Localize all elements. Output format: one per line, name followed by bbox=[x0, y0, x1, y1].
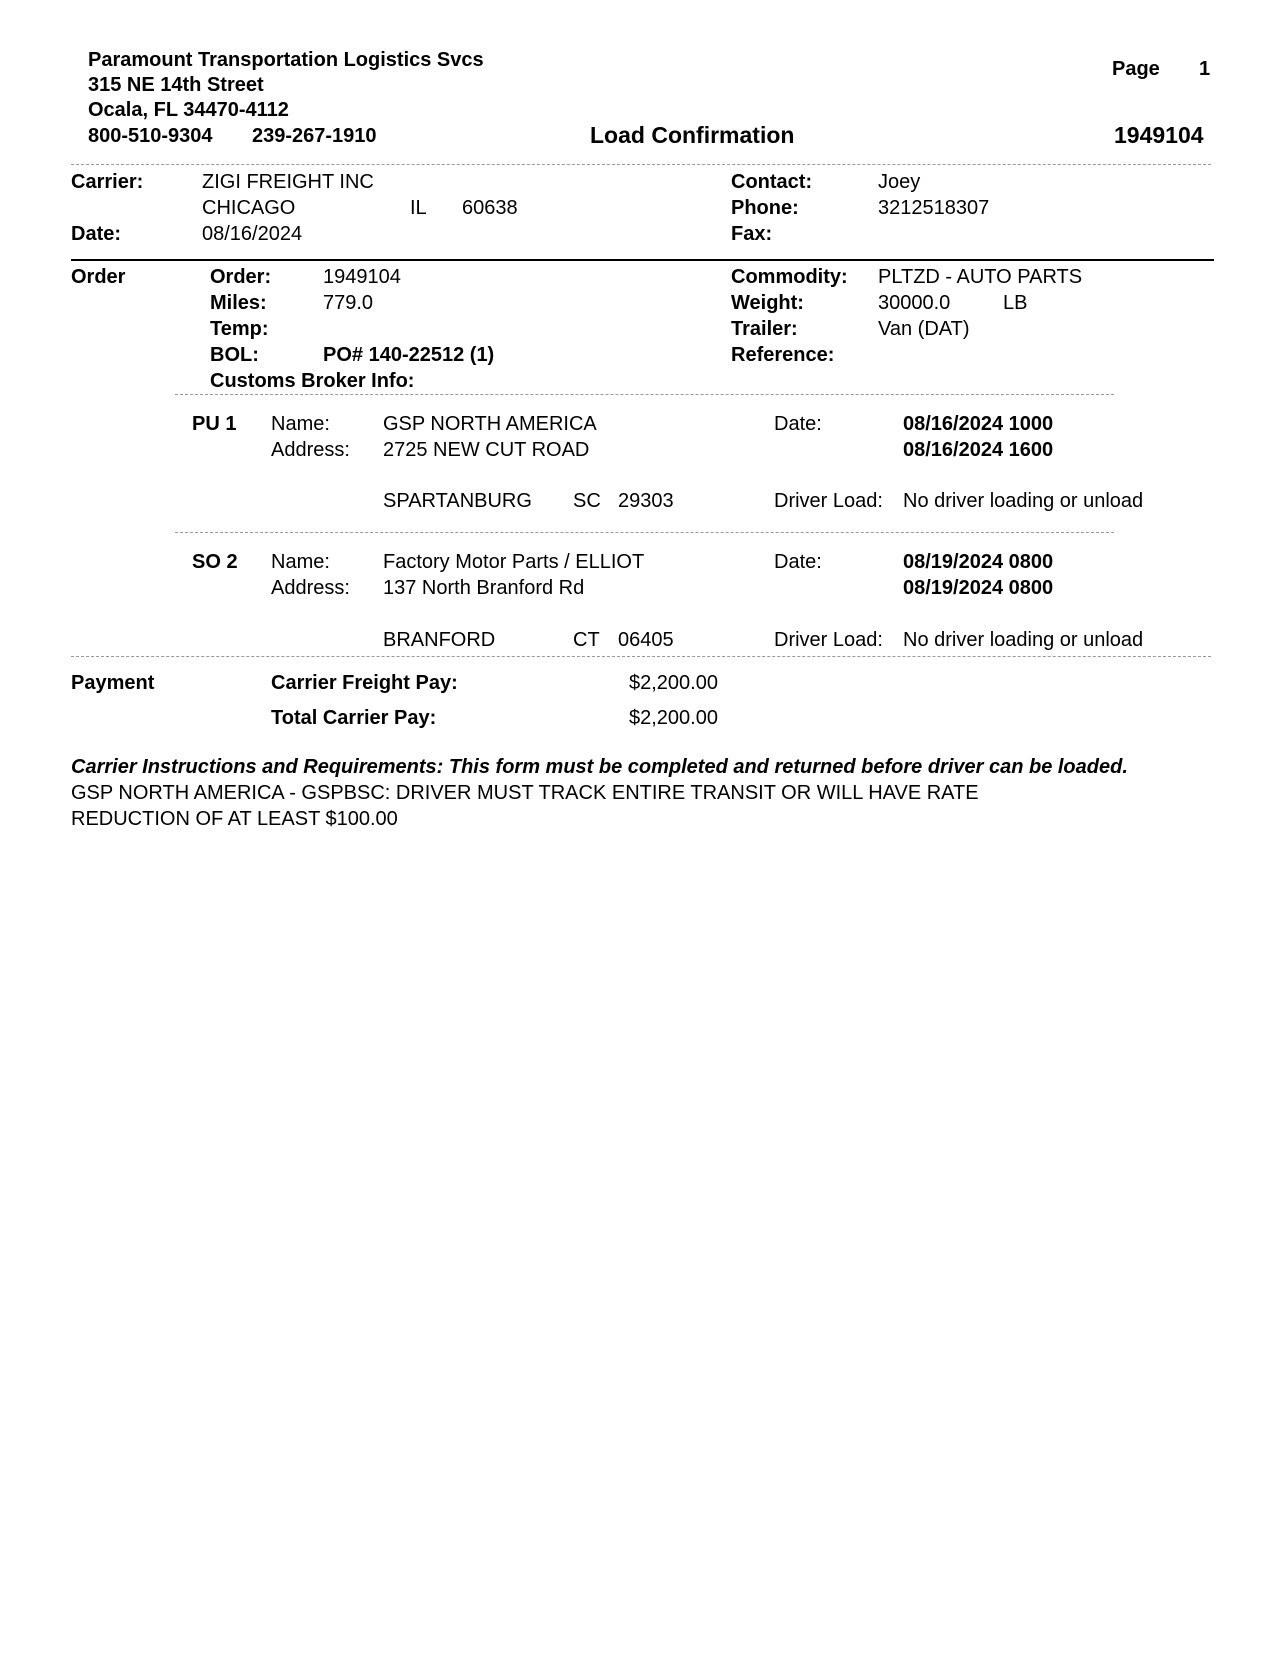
header-divider bbox=[71, 164, 1211, 165]
stop-divider bbox=[175, 532, 1114, 533]
carrier-zip: 60638 bbox=[462, 197, 518, 219]
order-number-label: Order: bbox=[210, 266, 272, 288]
stop-driver-load-label: Driver Load: bbox=[774, 629, 883, 651]
stop-code: SO 2 bbox=[192, 551, 238, 573]
stop-date-to: 08/19/2024 0800 bbox=[903, 577, 1054, 599]
stops-divider bbox=[71, 656, 1211, 657]
commodity-label: Commodity: bbox=[731, 266, 848, 288]
temp-label: Temp: bbox=[210, 318, 269, 340]
customs-broker-label: Customs Broker Info: bbox=[210, 370, 415, 392]
stop-address: 2725 NEW CUT ROAD bbox=[383, 439, 590, 461]
stop-date-label: Date: bbox=[774, 551, 822, 573]
payment-section-label: Payment bbox=[71, 672, 155, 694]
fax-label: Fax: bbox=[731, 223, 773, 245]
contact-value: Joey bbox=[878, 171, 921, 193]
stop-address: 137 North Branford Rd bbox=[383, 577, 585, 599]
company-name: Paramount Transportation Logistics Svcs bbox=[88, 49, 484, 71]
commodity-value: PLTZD - AUTO PARTS bbox=[878, 266, 1083, 288]
carrier-date: 08/16/2024 bbox=[202, 223, 303, 245]
load-number: 1949104 bbox=[1114, 122, 1204, 148]
trailer-label: Trailer: bbox=[731, 318, 798, 340]
stop-name: Factory Motor Parts / ELLIOT bbox=[383, 551, 645, 573]
stop-state: CT bbox=[573, 629, 600, 651]
stop-name-label: Name: bbox=[271, 413, 330, 435]
company-phone-2: 239-267-1910 bbox=[252, 125, 377, 147]
stop-address-label: Address: bbox=[271, 439, 350, 461]
weight-value: 30000.0 bbox=[878, 292, 951, 314]
order-divider bbox=[175, 394, 1114, 395]
contact-label: Contact: bbox=[731, 171, 813, 193]
stop-name-label: Name: bbox=[271, 551, 330, 573]
stop-driver-load: No driver loading or unload bbox=[903, 629, 1144, 651]
stop-date-from: 08/16/2024 1000 bbox=[903, 413, 1054, 435]
carrier-date-label: Date: bbox=[71, 223, 122, 245]
stop-zip: 29303 bbox=[618, 490, 674, 512]
stop-code: PU 1 bbox=[192, 413, 237, 435]
phone-label: Phone: bbox=[731, 197, 799, 219]
stop-zip: 06405 bbox=[618, 629, 674, 651]
reference-label: Reference: bbox=[731, 344, 835, 366]
carrier-label: Carrier: bbox=[71, 171, 144, 193]
stop-city: BRANFORD bbox=[383, 629, 496, 651]
freight-pay-value: $2,200.00 bbox=[629, 672, 718, 694]
bol-label: BOL: bbox=[210, 344, 259, 366]
company-phone-1: 800-510-9304 bbox=[88, 125, 213, 147]
stop-state: SC bbox=[573, 490, 601, 512]
trailer-value: Van (DAT) bbox=[878, 318, 970, 340]
miles-value: 779.0 bbox=[323, 292, 374, 314]
miles-label: Miles: bbox=[210, 292, 267, 314]
company-street: 315 NE 14th Street bbox=[88, 74, 264, 96]
page-label: Page bbox=[1112, 58, 1160, 80]
carrier-name: ZIGI FREIGHT INC bbox=[202, 171, 374, 193]
document-title: Load Confirmation bbox=[590, 122, 795, 148]
total-pay-value: $2,200.00 bbox=[629, 707, 718, 729]
total-pay-label: Total Carrier Pay: bbox=[271, 707, 437, 729]
carrier-state: IL bbox=[410, 197, 427, 219]
stop-date-to: 08/16/2024 1600 bbox=[903, 439, 1054, 461]
stop-name: GSP NORTH AMERICA bbox=[383, 413, 597, 435]
instructions-heading: Carrier Instructions and Requirements: This form must be completed and returned before driver can be loaded. bbox=[71, 756, 1128, 778]
order-number: 1949104 bbox=[323, 266, 401, 288]
carrier-city: CHICAGO bbox=[202, 197, 296, 219]
phone-value: 3212518307 bbox=[878, 197, 990, 219]
stop-driver-load: No driver loading or unload bbox=[903, 490, 1144, 512]
order-section-label: Order bbox=[71, 266, 126, 288]
instructions-line-1: GSP NORTH AMERICA - GSPBSC: DRIVER MUST TRACK ENTIRE TRANSIT OR WILL HAVE RATE bbox=[71, 782, 979, 804]
stop-date-from: 08/19/2024 0800 bbox=[903, 551, 1054, 573]
stop-city: SPARTANBURG bbox=[383, 490, 532, 512]
company-city: Ocala, FL 34470-4112 bbox=[88, 99, 289, 121]
stop-driver-load-label: Driver Load: bbox=[774, 490, 883, 512]
carrier-divider bbox=[71, 259, 1214, 261]
instructions-line-2: REDUCTION OF AT LEAST $100.00 bbox=[71, 808, 398, 830]
stop-address-label: Address: bbox=[271, 577, 350, 599]
page-number: 1 bbox=[1199, 58, 1211, 80]
bol-value: PO# 140-22512 (1) bbox=[323, 344, 495, 366]
stop-date-label: Date: bbox=[774, 413, 822, 435]
weight-unit: LB bbox=[1003, 292, 1028, 314]
weight-label: Weight: bbox=[731, 292, 804, 314]
freight-pay-label: Carrier Freight Pay: bbox=[271, 672, 458, 694]
